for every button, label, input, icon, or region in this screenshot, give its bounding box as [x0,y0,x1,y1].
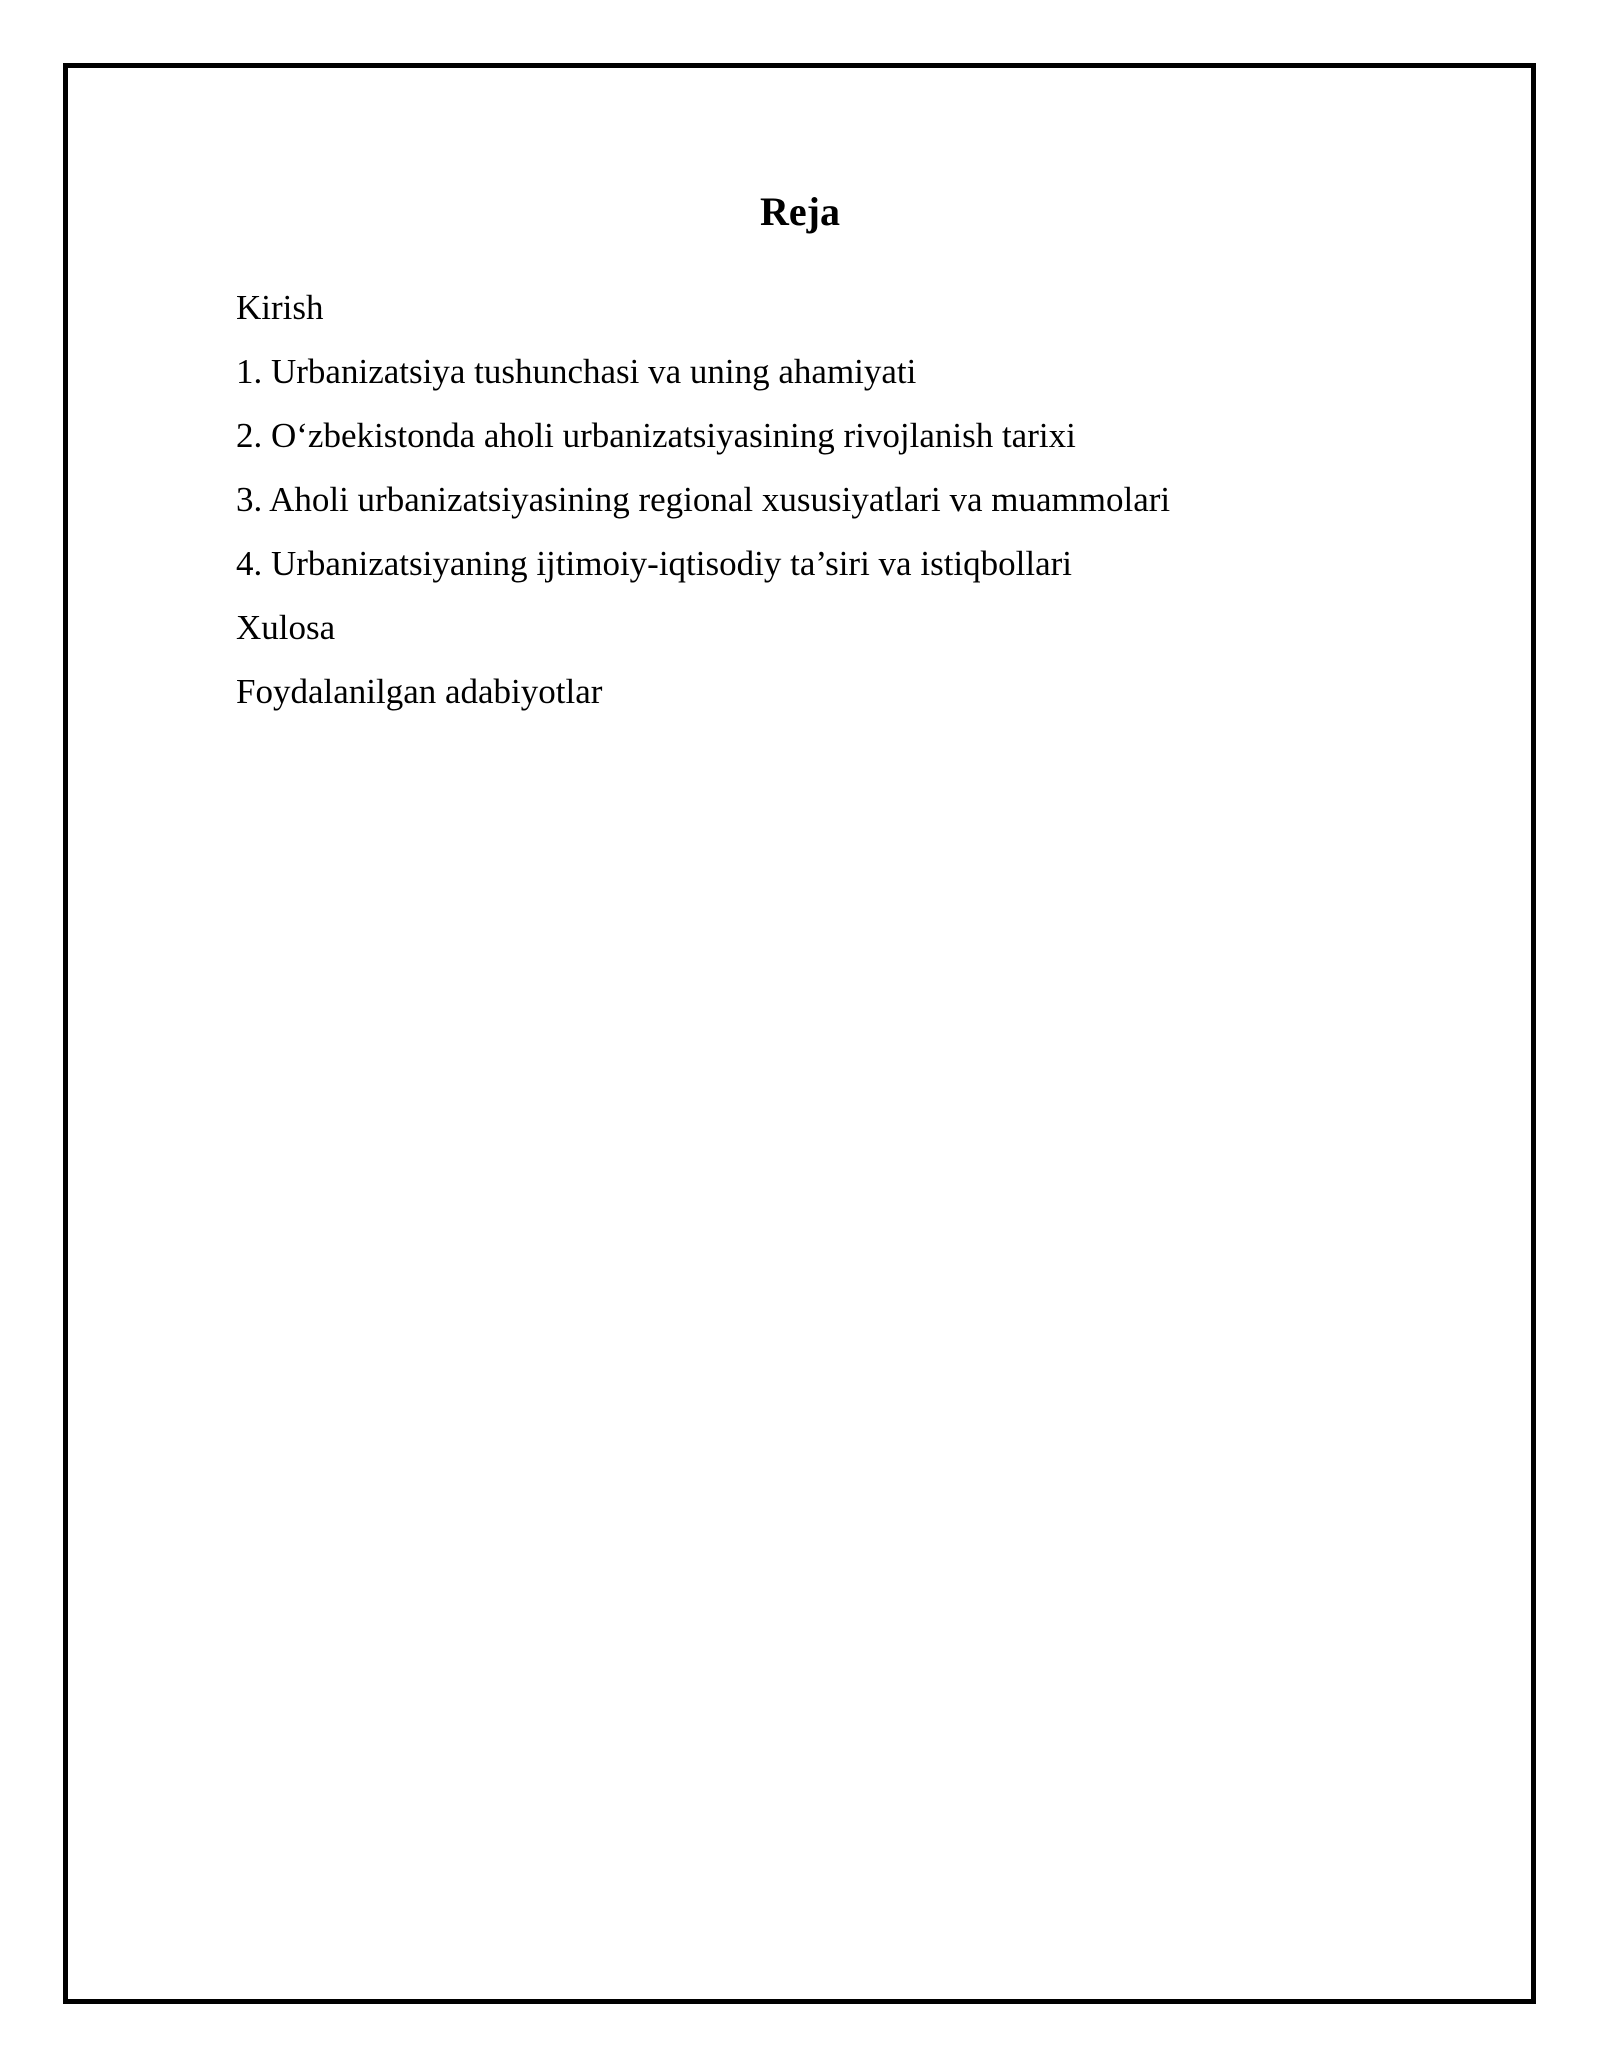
toc-item-chapter-3: 3. Aholi urbanizatsiyasining regional xususiyatlari va muammolari [236,480,1171,519]
toc-item-references: Foydalanilgan adabiyotlar [236,672,603,711]
toc-item-conclusion: Xulosa [236,608,336,647]
table-of-contents [236,288,1170,736]
toc-item-chapter-4: 4. Urbanizatsiyaning ijtimoiy-iqtisodiy ta’siri va istiqbollari [236,544,1073,583]
toc-item-introduction: Kirish [236,288,324,327]
page-title: Reja [760,189,840,234]
toc-item-chapter-2: 2. O‘zbekistonda aholi urbanizatsiyasining rivojlanish tarixi [236,416,1076,455]
toc-item-chapter-1: 1. Urbanizatsiya tushunchasi va uning ahamiyati [236,352,917,391]
